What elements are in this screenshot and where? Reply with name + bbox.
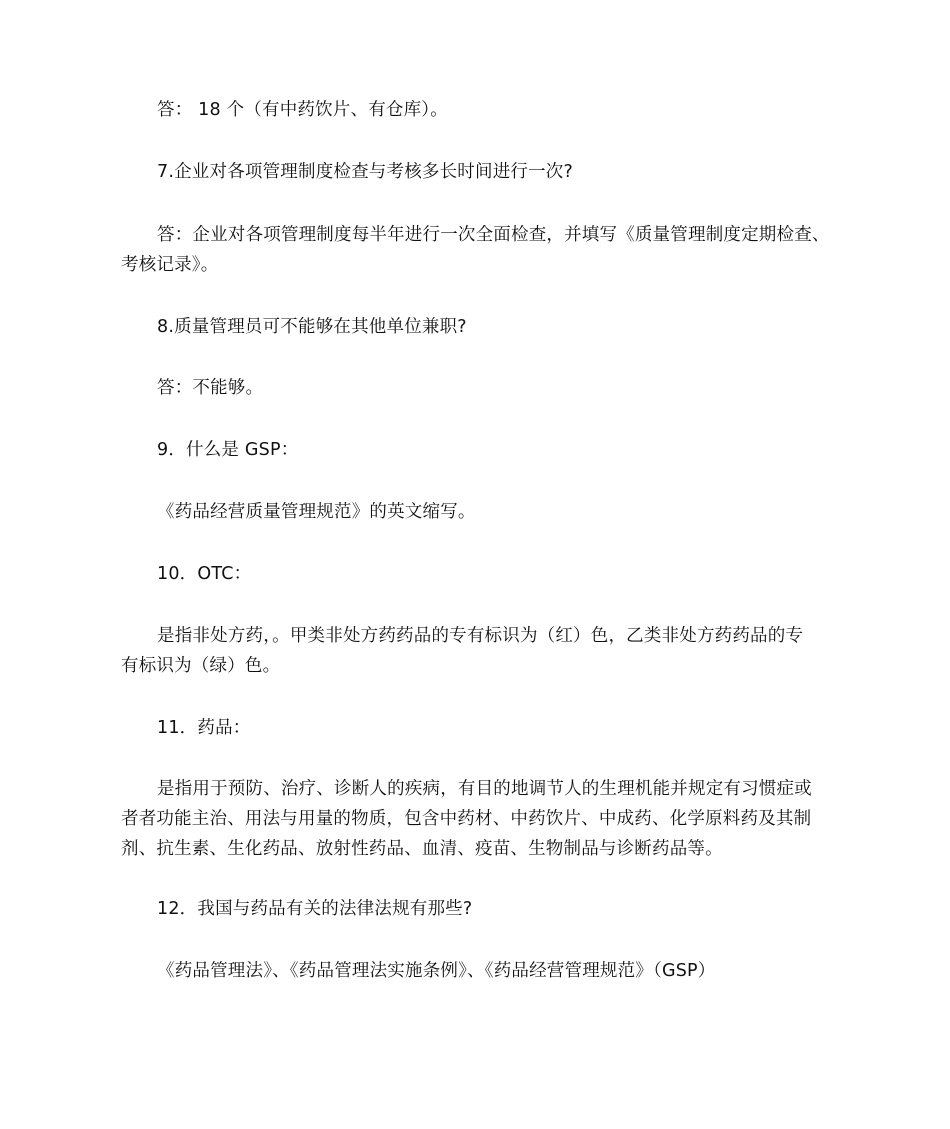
question-12: 12．我国与药品有关的法律法规有那些? xyxy=(157,899,473,919)
answer-7-line-2: 考核记录》。 xyxy=(121,255,219,275)
answer-8: 答：不能够。 xyxy=(157,378,264,398)
answer-11-line-3: 剂、抗生素、生化药品、放射性药品、血清、疫苗、生物制品与诊断药品等。 xyxy=(121,839,723,859)
answer-6: 答： 18 个（有中药饮片、有仓库）。 xyxy=(157,100,448,120)
answer-9: 《药品经营质量管理规范》的英文缩写。 xyxy=(157,502,476,522)
answer-10-line-1: 是指非处方药，。甲类非处方药药品的专有标识为（红）色，乙类非处方药药品的专 xyxy=(157,626,804,646)
question-8: 8.质量管理员可不能够在其他单位兼职? xyxy=(157,317,467,337)
question-10: 10．OTC： xyxy=(157,564,252,584)
answer-7-line-1: 答：企业对各项管理制度每半年进行一次全面检查，并填写《质量管理制度定期检查、 xyxy=(157,225,830,245)
answer-11-line-2: 者者功能主治、用法与用量的物质，包含中药材、中药饮片、中成药、化学原料药及其制 xyxy=(121,809,812,829)
answer-11-line-1: 是指用于预防、治疗、诊断人的疾病，有目的地调节人的生理机能并规定有习惯症或 xyxy=(157,779,812,799)
question-7: 7.企业对各项管理制度检查与考核多长时间进行一次? xyxy=(157,162,573,182)
answer-12: 《药品管理法》、《药品管理法实施条例》、《药品经营管理规范》（GSP） xyxy=(157,961,716,981)
question-9: 9．什么是 GSP： xyxy=(157,440,299,460)
answer-10-line-2: 有标识为（绿）色。 xyxy=(121,656,281,676)
question-11: 11．药品： xyxy=(157,718,251,738)
